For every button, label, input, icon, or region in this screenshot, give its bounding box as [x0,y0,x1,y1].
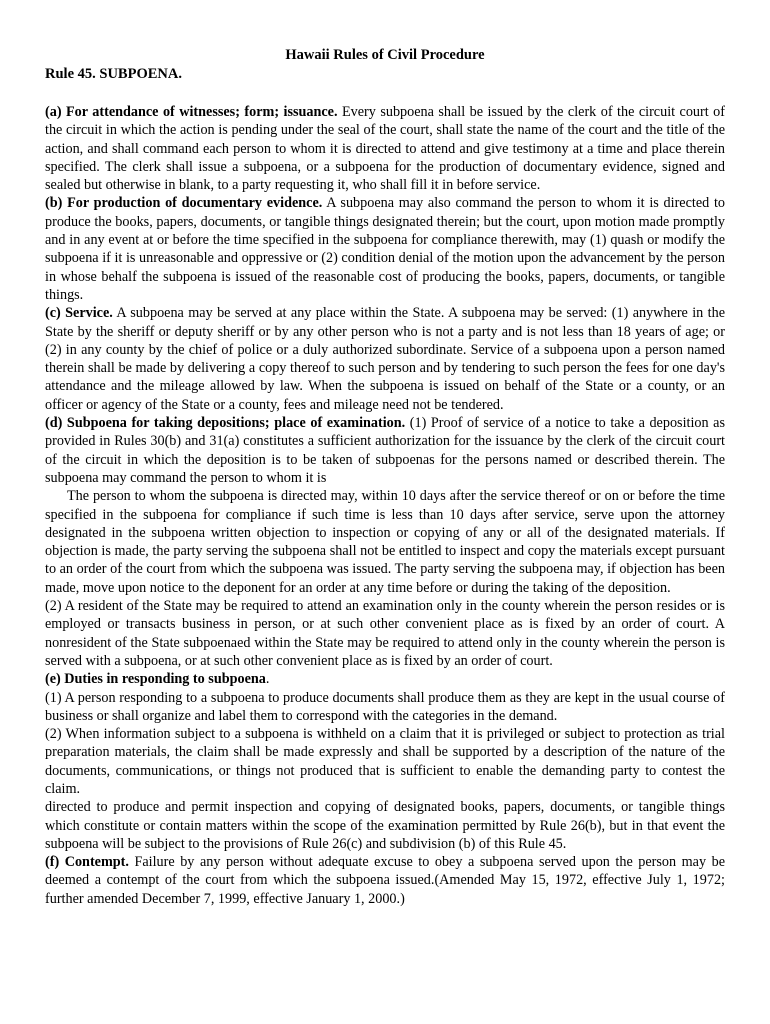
section-d-paragraph-2: The person to whom the subpoena is directed may, within 10 days after the service thereof or on or before the time specified in the subpoena for compliance if such time is less than 10 days after service, serve upon the attorney designated in the subpoena written objection to inspection or copying of any or all of the designated materials. If objection is made, the party serving the subpoena shall not be entitled to inspect and copy the materials except pursuant to an order of the court from which the subpoena was issued. The party serving the subpoena may, if objection has been made, move upon notice to the deponent for an order at any time before or during the taking of the deposition. [45,488,725,596]
section-f-heading: (f) Contempt. [45,854,129,871]
section-e-paragraph-1: (1) A person responding to a subpoena to produce documents shall produce them as they are kept in the usual course of business or shall organize and label them to correspond with the categories in the demand. [45,689,725,724]
section-a-heading: (a) For attendance of witnesses; form; issuance. [45,104,338,120]
section-d-paragraph-3: (2) A resident of the State may be required to attend an examination only in the county wherein the person resides or is employed or transacts business in person, or at such other convenient place as is fixed by an order of court. A nonresident of the State subpoenaed within the State may be required to attend only in the county wherein the person is served with a subpoena, or at such other convenient place as is fixed by an order of court. [45,598,725,669]
section-c-heading: (c) Service. [45,305,113,322]
section-f-text: Failure by any person without adequate excuse to obey a subpoena served upon the person may be deemed a contempt of the court from which the subpoena issued.(Amended May 15, 1972, effective July 1, 1972; further amended December 7, 1999, effective January 1, 2000.) [45,854,726,907]
section-d [45,414,725,487]
section-f [45,853,725,908]
section-e-heading: (e) Duties in responding to subpoena [45,671,266,688]
section-e [45,670,725,688]
section-b-text: A subpoena may also command the person to whom it is directed to produce the books, papers, documents, or tangible things designated therein; but the court, upon motion made promptly and in any event at or before the time specified in the subpoena for compliance therewith, may (1) quash or modify the subpoena if it is unreasonable and oppressive or (2) condition denial of the motion upon the advancement by the person in whose behalf the subpoena is issued of the reasonable cost of producing the books, papers, documents, or tangible things. [45,195,725,303]
section-c-text: A subpoena may be served at any place within the State. A subpoena may be served: (1) anywhere in the State by the sheriff or deputy sheriff or by any other person who is not a party and is not less than 18 years of age; or (2) in any county by the chief of police or a duly authorized subordinate. Service of a subpoena upon a person named therein shall be made by delivering a copy thereof to such person and by tendering to such person the fees for one day's attendance and the mileage allowed by law. When the subpoena is issued on behalf of the State or a county, or an officer or agency of the State or a county, fees and mileage need not be tendered. [45,305,725,413]
section-c [45,304,725,414]
section-d-heading: (d) Subpoena for taking depositions; place of examination. [45,415,406,432]
section-a-text: Every subpoena shall be issued by the clerk of the circuit court of the circuit in which the action is pending under the seal of the court, shall state the name of the court and the title of the action, and shall command each person to whom it is directed to attend and give testimony at a time and place therein specified. The clerk shall issue a subpoena, or a subpoena for the production of documentary evidence, signed and sealed but otherwise in blank, to a party requesting it, who shall fill it in before service. [45,104,725,194]
rule-heading: Rule 45. SUBPOENA. [45,66,182,82]
section-e-heading-period: . [265,671,270,688]
document-body [45,103,725,908]
section-a [45,103,725,194]
section-b-heading: (b) For production of documentary evidence. [45,195,323,212]
section-b [45,194,725,304]
section-d-text: (1) Proof of service of a notice to take a deposition as provided in Rules 30(b) and 31(a) constitutes a sufficient authorization for the issuance by the clerk of the circuit court of the circuit in which the deposition is to be taken of subpoenas for the persons named or described therein. The subpoena may command the person to whom it is [45,415,725,486]
section-e-paragraph-3: directed to produce and permit inspection and copying of designated books, papers, documents, or tangible things which constitute or contain matters within the scope of the examination permitted by Rule 26(b), but in that event the subpoena will be subject to the provisions of Rule 26(c) and subdivision (b) of this Rule 45. [45,799,725,852]
document-title: Hawaii Rules of Civil Procedure [285,47,485,63]
section-e-paragraph-2: (2) When information subject to a subpoena is withheld on a claim that it is privileged or subject to protection as trial preparation materials, the claim shall be made expressly and shall be supported by a description of the nature of the documents, communications, or things not produced that is sufficient to enable the demanding party to contest the claim. [45,726,725,797]
